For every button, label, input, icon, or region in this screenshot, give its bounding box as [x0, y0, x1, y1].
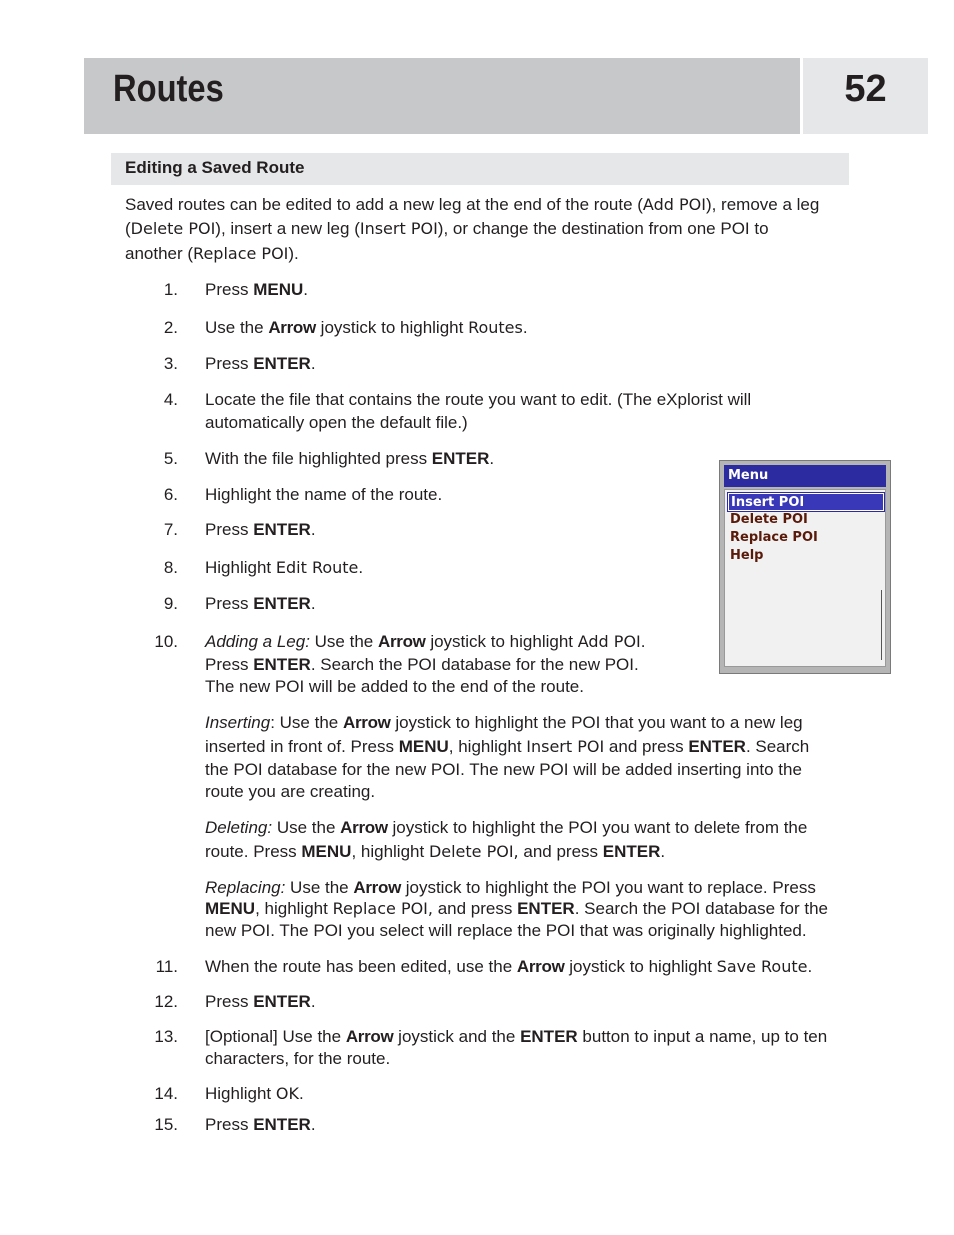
inserting-line-2: inserted in front of. Press MENU, highlight Insert POI and press ENTER. Search [205, 737, 810, 756]
replacing-line-1: Replacing: Use the Arrow joystick to highlight the POI you want to replace. Press [205, 878, 816, 897]
menu-title: Menu [728, 468, 769, 483]
step-15: Press ENTER. [205, 1115, 316, 1134]
step-number: 4. [163, 390, 178, 409]
step-number: 9. [163, 594, 178, 613]
menu-list [724, 489, 886, 667]
step-number: 7. [163, 520, 178, 539]
device-menu-screenshot [719, 460, 891, 674]
step-number: 8. [163, 558, 178, 577]
step-10-line-3: The new POI will be added to the end of the route. [205, 677, 584, 696]
step-4-line-1: Locate the file that contains the route you want to edit. (The eXplorist will [205, 390, 752, 409]
step-number: 13. [154, 1027, 178, 1046]
menu-item-delete-poi: Delete POI [730, 512, 808, 527]
step-number: 11. [155, 957, 178, 976]
step-6: Highlight the name of the route. [205, 485, 443, 504]
step-number: 10. [154, 632, 178, 651]
step-14: Highlight OK. [205, 1084, 304, 1103]
step-5: With the file highlighted press ENTER. [205, 449, 495, 468]
inserting-line-3: the POI database for the new POI. The new POI will be added inserting into the [205, 760, 802, 779]
step-10-line-1: Adding a Leg: Use the Arrow joystick to highlight Add POI. [205, 632, 646, 651]
step-number: 12. [154, 992, 178, 1011]
menu-scrollbar [881, 590, 882, 660]
step-7: Press ENTER. [205, 520, 316, 539]
inserting-line-4: route you are creating. [205, 782, 376, 801]
section-title: Editing a Saved Route [125, 158, 305, 177]
step-11: When the route has been edited, use the Arrow joystick to highlight Save Route. [205, 957, 813, 976]
menu-item-replace-poi: Replace POI [730, 530, 818, 545]
step-8: Highlight Edit Route. [205, 558, 364, 577]
step-2: Use the Arrow joystick to highlight Routes. [205, 318, 528, 337]
menu-title-bar [724, 465, 886, 487]
step-3: Press ENTER. [205, 354, 316, 373]
deleting-line-1: Deleting: Use the Arrow joystick to highlight the POI you want to delete from the [205, 818, 808, 837]
intro-line-2: (Delete POI), insert a new leg (Insert POI), or change the destination from one POI to [125, 219, 769, 238]
step-10-line-2: Press ENTER. Search the POI database for the new POI. [205, 655, 639, 674]
replacing-line-2: MENU, highlight Replace POI, and press ENTER. Search the POI database for the [205, 899, 828, 918]
step-9: Press ENTER. [205, 594, 316, 613]
step-number: 3. [163, 354, 178, 373]
step-number: 2. [163, 318, 178, 337]
step-12: Press ENTER. [205, 992, 316, 1011]
step-13-line-2: characters, for the route. [205, 1049, 391, 1068]
step-4-line-2: automatically open the default file.) [205, 413, 468, 432]
menu-item-insert-poi: Insert POI [728, 493, 884, 511]
deleting-line-2: route. Press MENU, highlight Delete POI, and press ENTER. [205, 842, 666, 861]
step-number: 1. [163, 280, 178, 299]
intro-line-3: another (Replace POI). [125, 244, 299, 263]
menu-item-help: Help [730, 548, 764, 563]
step-number: 5. [163, 449, 178, 468]
step-number: 15. [154, 1115, 178, 1134]
replacing-line-3: new POI. The POI you select will replace the POI that was originally highlighted. [205, 921, 807, 940]
inserting-line-1: Inserting: Use the Arrow joystick to highlight the POI that you want to a new leg [205, 713, 803, 732]
step-number: 14. [154, 1084, 178, 1103]
step-number: 6. [163, 485, 178, 504]
step-1: Press MENU. [205, 280, 308, 299]
page-title: Routes [113, 68, 224, 110]
step-13-line-1: [Optional] Use the Arrow joystick and the ENTER button to input a name, up to ten [205, 1027, 828, 1046]
page-number: 52 [844, 68, 887, 110]
intro-line-1: Saved routes can be edited to add a new leg at the end of the route (Add POI), remove a leg [125, 195, 820, 214]
